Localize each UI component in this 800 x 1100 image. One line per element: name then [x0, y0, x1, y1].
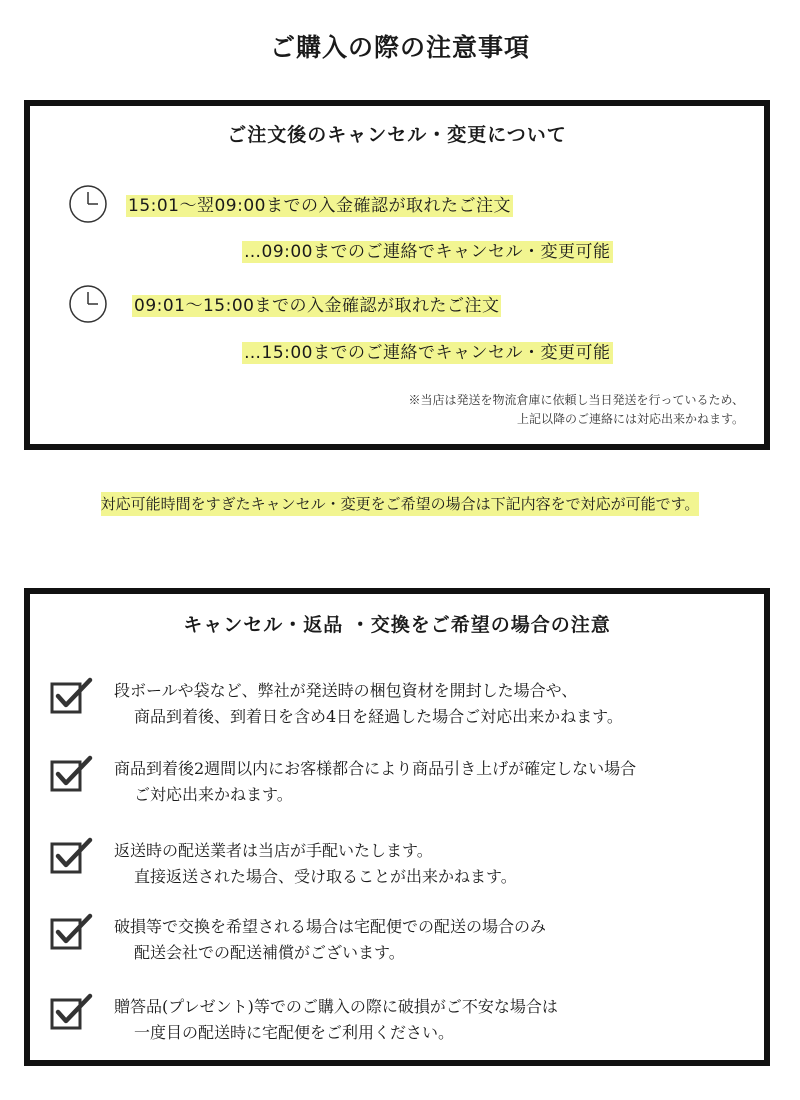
checkbox-checked-icon — [50, 836, 94, 876]
rule-2-condition: 09:01～15:00までの入金確認が取れたご注文 — [134, 296, 500, 316]
cancel-note-line2: 上記以降のご連絡には対応出来かねます。 — [516, 412, 744, 426]
list-item — [50, 992, 770, 1052]
return-section-title: キャンセル・返品 ・交換をご希望の場合の注意 — [183, 614, 611, 636]
checkbox-checked-icon — [50, 912, 94, 952]
clock-icon — [68, 284, 108, 324]
list-item — [50, 754, 770, 814]
notice-text: 対応可能時間をすぎたキャンセル・変更をご希望の場合は下記内容をで対応が可能です。 — [0, 493, 800, 514]
checkbox-checked-icon — [50, 754, 94, 794]
checkbox-checked-icon — [50, 992, 94, 1032]
cancel-section-title: ご注文後のキャンセル・変更について — [227, 124, 567, 146]
list-item-text: 返送時の配送業者は当店が手配いたします。 直接返送された場合、受け取ることが出来かねます。 — [114, 841, 517, 886]
return-exchange-section — [24, 588, 770, 1066]
clock-icon — [68, 184, 108, 224]
cancel-note-line1: ※当店は発送を物流倉庫に依頼し当日発送を行っているため、 — [408, 393, 744, 407]
page-title: ご購入の際の注意事項 — [269, 33, 530, 62]
list-item — [50, 836, 770, 896]
list-item — [50, 912, 770, 972]
list-item-text: 破損等で交換を希望される場合は宅配便での配送の場合のみ 配送会社での配送補償がございます。 — [114, 917, 547, 962]
list-item-text: 商品到着後2週間以内にお客様都合により商品引き上げが確定しない場合 ご対応出来かねます。 — [114, 759, 637, 804]
list-item — [50, 676, 770, 736]
cancel-note — [408, 391, 744, 429]
list-item-text: 段ボールや袋など、弊社が発送時の梱包資材を開封した場合や、 商品到着後、到着日を含め4日を経過した場合ご対応出来かねます。 — [114, 681, 623, 726]
rule-2-deadline: …15:00までのご連絡でキャンセル・変更可能 — [244, 343, 611, 363]
checkbox-checked-icon — [50, 676, 94, 716]
list-item-text: 贈答品(プレゼント)等でのご購入の際に破損がご不安な場合は 一度目の配送時に宅配便をご利用ください。 — [114, 997, 558, 1042]
rule-1-condition: 15:01～翌09:00までの入金確認が取れたご注文 — [128, 196, 511, 216]
cancel-change-section — [24, 100, 770, 450]
rule-1-deadline: …09:00までのご連絡でキャンセル・変更可能 — [244, 242, 611, 262]
